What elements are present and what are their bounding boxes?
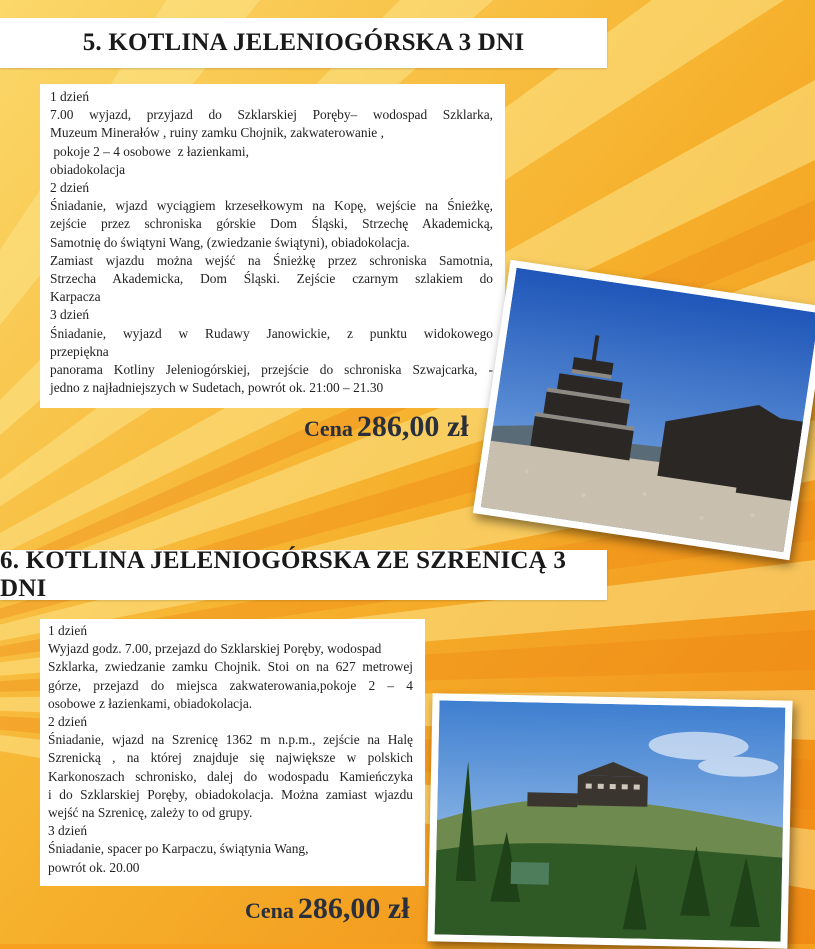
itinerary-line: powrót ok. 20.00 (48, 859, 140, 875)
itinerary-line: 2 dzień (48, 714, 88, 730)
itinerary-line: obiadokolacja (50, 161, 126, 177)
itinerary-line: górze, przejazd do miejsca zakwaterowania,pokoje 2 – 4 (48, 677, 413, 693)
section-2-price (245, 892, 410, 926)
szrenica-shelter-photo (427, 693, 792, 948)
snezka-photo-image (481, 268, 815, 553)
section-1-itinerary (40, 84, 505, 408)
itinerary-line: 7.00 wyjazd, przyjazd do Szklarskiej Poręby– wodospad Szklarka, (50, 107, 493, 123)
itinerary-line: 1 dzień (48, 623, 88, 638)
snezka-observatory-photo (473, 260, 815, 560)
itinerary-line: przepiękna (50, 343, 109, 359)
price-value: 286,00 zł (297, 892, 410, 925)
itinerary-line: zejście przez schroniska górskie Dom Śląski, Strzechę Akademicką, (50, 216, 493, 232)
itinerary-line: Zamiast wjazdu można wejść na Śnieżkę przez schroniska Samotnia, (50, 252, 493, 268)
itinerary-line: jedno z najładniejszych w Sudetach, powrót ok. 21:00 – 21.30 (50, 380, 384, 396)
section-1-title: 5. KOTLINA JELENIOGÓRSKA 3 DNI (0, 18, 607, 68)
price-label: Cena (304, 416, 353, 441)
itinerary-line: 2 dzień (50, 180, 90, 196)
itinerary-line: panorama Kotliny Jeleniogórskiej, przejście do schroniska Szwajcarka, - (50, 362, 493, 378)
price-label: Cena (245, 898, 294, 923)
szrenica-photo-image (435, 700, 786, 941)
itinerary-line: 3 dzień (48, 823, 88, 839)
section-1-price (304, 410, 469, 444)
itinerary-line: Szklarka, zwiedzanie zamku Chojnik. Stoi on na 627 metrowej (48, 659, 413, 675)
itinerary-line: Strzecha Akademicka, Dom Śląski. Zejście czarnym szlakiem do (50, 271, 493, 287)
itinerary-line: Śniadanie, wjazd na Szrenicę 1362 m n.p.m., zejście na Halę (48, 732, 413, 748)
itinerary-line: pokoje 2 – 4 osobowe z łazienkami, (50, 143, 249, 159)
itinerary-line: Karpacza (50, 289, 101, 305)
itinerary-line: Muzeum Minerałów , ruiny zamku Chojnik, zakwaterowanie , (50, 125, 384, 141)
itinerary-line: Samotnię do świątyni Wang, (zwiedzanie świątyni), obiadokolacja. (50, 234, 410, 250)
itinerary-line: Karkonoszach schronisko, dalej do wodospadu Kamieńczyka (48, 768, 413, 784)
itinerary-line: 3 dzień (50, 307, 90, 323)
section-2-itinerary (40, 619, 425, 886)
price-value: 286,00 zł (356, 410, 469, 443)
itinerary-line: i do Szklarskiej Poręby, obiadokolacja. Można zamiast wjazdu (48, 786, 413, 802)
itinerary-line: wejść na Szrenicę, zależy to od grupy. (48, 805, 253, 821)
itinerary-line: Śniadanie, wyjazd w Rudawy Janowickie, z punktu widokowego (50, 325, 493, 341)
itinerary-line: Wyjazd godz. 7.00, przejazd do Szklarskiej Poręby, wodospad (48, 641, 382, 657)
itinerary-line: Śniadanie, wjazd wyciągiem krzesełkowym na Kopę, wejście na Śnieżkę, (50, 198, 493, 214)
itinerary-line: 1 dzień (50, 89, 90, 104)
section-2-title: 6. KOTLINA JELENIOGÓRSKA ZE SZRENICĄ 3 DNI (0, 550, 607, 600)
itinerary-line: osobowe z łazienkami, obiadokolacja. (48, 695, 253, 711)
itinerary-line: Szrenicką , na której znajduje się największe w polskich (48, 750, 413, 766)
itinerary-line: Śniadanie, spacer po Karpaczu, świątynia Wang, (48, 841, 309, 857)
